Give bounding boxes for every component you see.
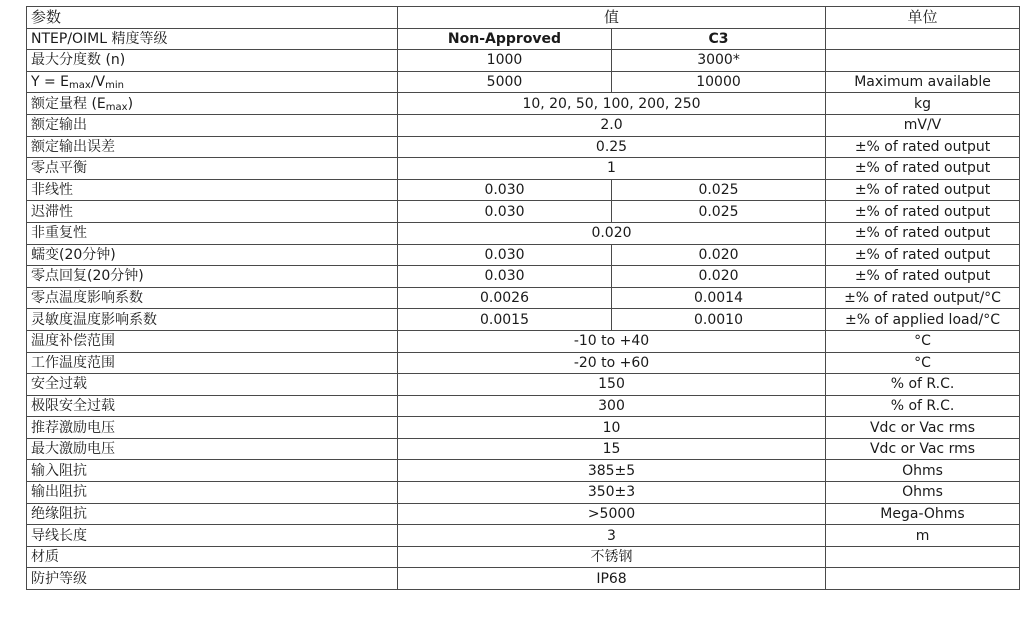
spec-table (26, 6, 1020, 590)
row-value-1: 0.0026 (398, 287, 612, 309)
row-unit: m (826, 525, 1020, 547)
row-param: 非重复性 (27, 222, 398, 244)
row-value: 0.020 (398, 222, 826, 244)
param-text: 额定量程 (E (31, 95, 106, 112)
table-row (27, 438, 1020, 460)
table-row (27, 525, 1020, 547)
header-param: 参数 (27, 7, 398, 29)
row-value-1: 5000 (398, 71, 612, 93)
row-value: 150 (398, 374, 826, 396)
param-sub: min (105, 80, 124, 92)
row-value-2: 0.020 (612, 244, 826, 266)
table-row (27, 568, 1020, 590)
header-unit: 单位 (826, 7, 1020, 29)
row-value: -20 to +60 (398, 352, 826, 374)
table-row (27, 244, 1020, 266)
row-value-1: 0.030 (398, 266, 612, 288)
table-row (27, 28, 1020, 50)
row-unit: ±% of rated output (826, 244, 1020, 266)
table-row (27, 93, 1020, 115)
table-row (27, 266, 1020, 288)
table-row (27, 482, 1020, 504)
row-value: 0.25 (398, 136, 826, 158)
row-value: 10, 20, 50, 100, 200, 250 (398, 93, 826, 115)
row-param: 绝缘阻抗 (27, 503, 398, 525)
row-unit (826, 28, 1020, 50)
table-row (27, 222, 1020, 244)
param-sub: max (105, 101, 128, 113)
row-value: 不锈钢 (398, 546, 826, 568)
row-param: 最大分度数 (n) (27, 50, 398, 72)
row-unit: Ohms (826, 460, 1020, 482)
row-unit: mV/V (826, 114, 1020, 136)
row-value: -10 to +40 (398, 330, 826, 352)
row-param: 导线长度 (27, 525, 398, 547)
row-unit: % of R.C. (826, 395, 1020, 417)
row-value: 10 (398, 417, 826, 439)
row-value: 3 (398, 525, 826, 547)
row-value-2: 0.0010 (612, 309, 826, 331)
row-value-1: 1000 (398, 50, 612, 72)
table-row (27, 201, 1020, 223)
row-value-1: 0.0015 (398, 309, 612, 331)
row-param: 材质 (27, 546, 398, 568)
row-unit: ±% of rated output (826, 136, 1020, 158)
row-value: IP68 (398, 568, 826, 590)
row-param: 蠕变(20分钟) (27, 244, 398, 266)
header-value: 值 (398, 7, 826, 29)
row-value: 385±5 (398, 460, 826, 482)
table-row (27, 503, 1020, 525)
table-row (27, 330, 1020, 352)
row-param: 推荐激励电压 (27, 417, 398, 439)
row-unit: kg (826, 93, 1020, 115)
row-value-2: C3 (612, 28, 826, 50)
param-text: ) (127, 95, 134, 112)
row-unit: Vdc or Vac rms (826, 438, 1020, 460)
row-unit (826, 568, 1020, 590)
table-header-row (27, 7, 1020, 29)
row-unit: ±% of rated output (826, 179, 1020, 201)
table-row (27, 71, 1020, 93)
table-row (27, 374, 1020, 396)
row-value-1: 0.030 (398, 201, 612, 223)
row-value-1: 0.030 (398, 244, 612, 266)
row-value-1: Non-Approved (398, 28, 612, 50)
row-unit: Ohms (826, 482, 1020, 504)
row-unit: ±% of rated output (826, 222, 1020, 244)
row-value-2: 3000* (612, 50, 826, 72)
row-param (27, 93, 398, 115)
row-unit: °C (826, 330, 1020, 352)
row-unit (826, 546, 1020, 568)
row-param: NTEP/OIML 精度等级 (27, 28, 398, 50)
row-value-2: 10000 (612, 71, 826, 93)
row-unit: ±% of applied load/°C (826, 309, 1020, 331)
row-param: 额定输出误差 (27, 136, 398, 158)
row-value-2: 0.025 (612, 179, 826, 201)
row-unit: ±% of rated output (826, 266, 1020, 288)
table-row (27, 395, 1020, 417)
param-text: /V (90, 74, 106, 91)
row-param: 输入阻抗 (27, 460, 398, 482)
row-unit: ±% of rated output (826, 158, 1020, 180)
row-unit: Mega-Ohms (826, 503, 1020, 525)
table-row (27, 179, 1020, 201)
table-row (27, 136, 1020, 158)
row-unit: % of R.C. (826, 374, 1020, 396)
row-unit: ±% of rated output (826, 201, 1020, 223)
row-param: 零点温度影响系数 (27, 287, 398, 309)
row-param: 极限安全过载 (27, 395, 398, 417)
row-param: 迟滞性 (27, 201, 398, 223)
param-text: Y = E (31, 74, 70, 91)
row-value: 2.0 (398, 114, 826, 136)
row-value: >5000 (398, 503, 826, 525)
row-param: 非线性 (27, 179, 398, 201)
row-param: 额定输出 (27, 114, 398, 136)
row-param: 防护等级 (27, 568, 398, 590)
table-row (27, 352, 1020, 374)
row-value: 300 (398, 395, 826, 417)
row-value-2: 0.0014 (612, 287, 826, 309)
row-param: 零点回复(20分钟) (27, 266, 398, 288)
row-value-2: 0.020 (612, 266, 826, 288)
table-row (27, 460, 1020, 482)
row-param (27, 71, 398, 93)
row-param: 输出阻抗 (27, 482, 398, 504)
row-param: 零点平衡 (27, 158, 398, 180)
table-row (27, 546, 1020, 568)
row-value: 1 (398, 158, 826, 180)
table-row (27, 50, 1020, 72)
table-row (27, 309, 1020, 331)
table-row (27, 114, 1020, 136)
row-unit: ±% of rated output/°C (826, 287, 1020, 309)
row-unit (826, 50, 1020, 72)
table-row (27, 158, 1020, 180)
row-value: 350±3 (398, 482, 826, 504)
row-param: 安全过载 (27, 374, 398, 396)
row-unit: °C (826, 352, 1020, 374)
table-row (27, 417, 1020, 439)
row-param: 灵敏度温度影响系数 (27, 309, 398, 331)
row-value-1: 0.030 (398, 179, 612, 201)
row-param: 最大激励电压 (27, 438, 398, 460)
table-row (27, 287, 1020, 309)
param-sub: max (69, 80, 91, 92)
row-value: 15 (398, 438, 826, 460)
row-unit: Vdc or Vac rms (826, 417, 1020, 439)
row-unit: Maximum available (826, 71, 1020, 93)
row-param: 温度补偿范围 (27, 330, 398, 352)
row-param: 工作温度范围 (27, 352, 398, 374)
row-value-2: 0.025 (612, 201, 826, 223)
